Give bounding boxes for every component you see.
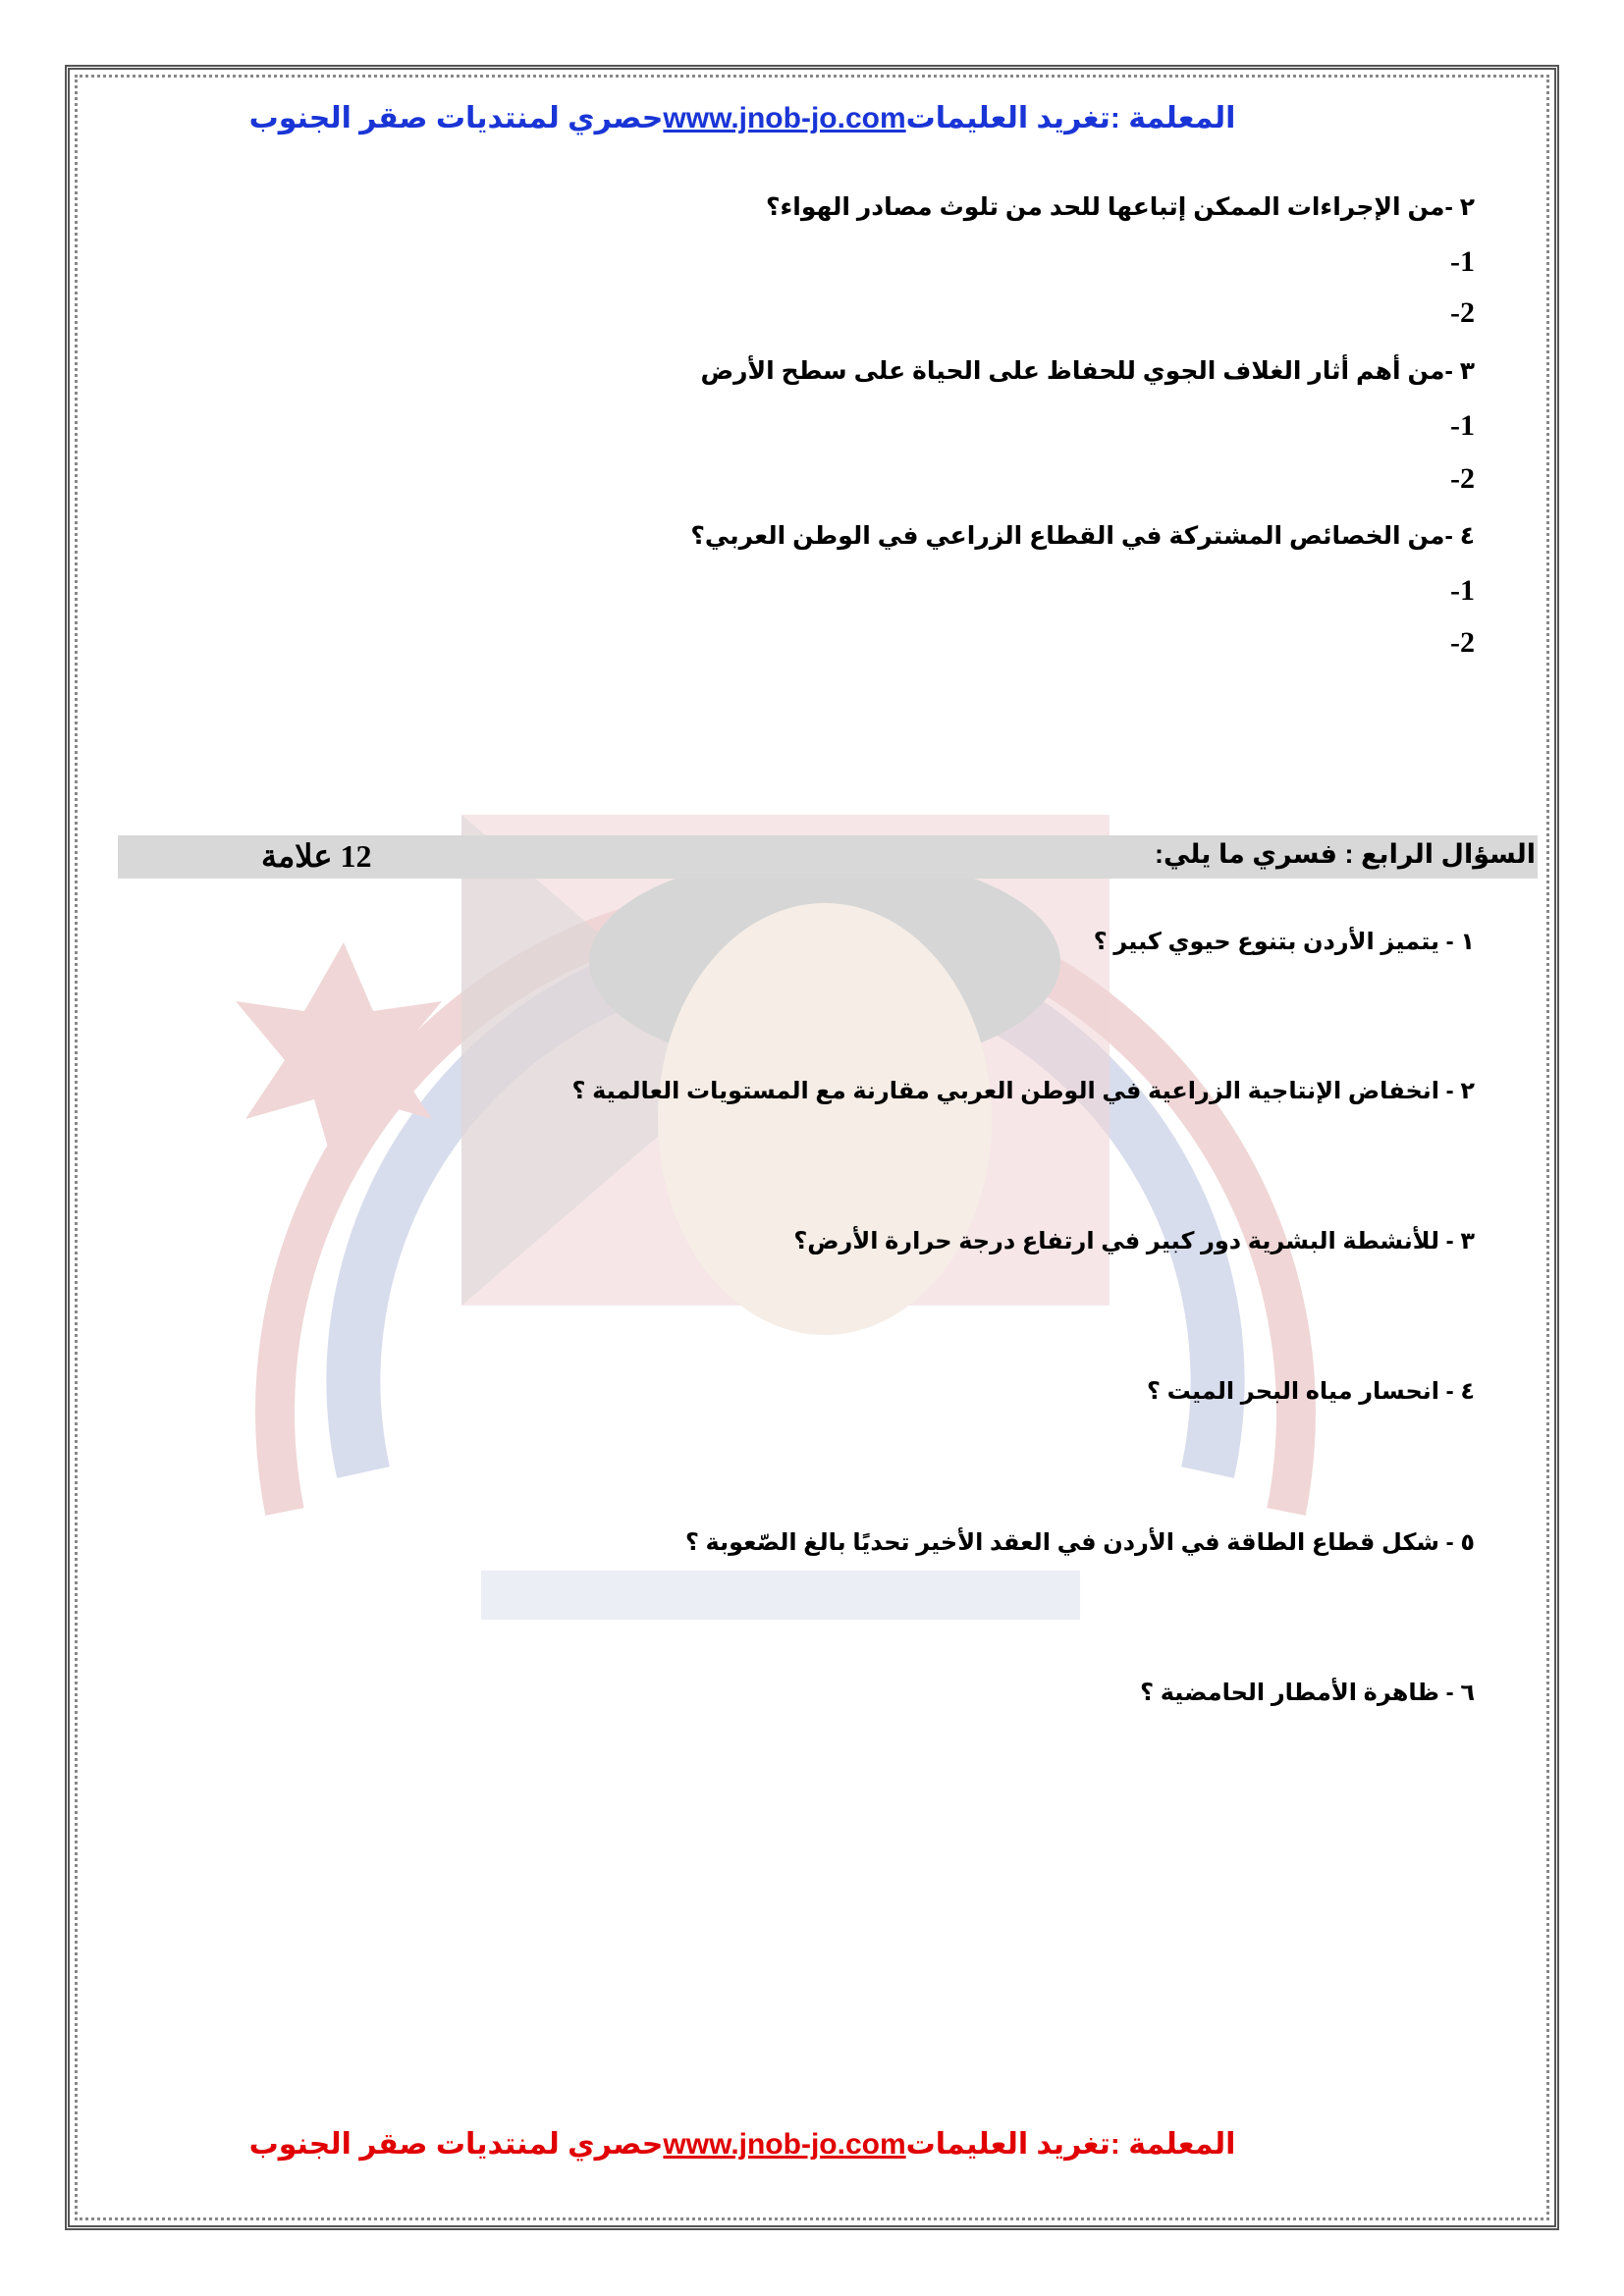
question-3-text: ٣ -من أهم أثار الغلاف الجوي للحفاظ على الحياة على سطح الأرض — [700, 357, 1475, 385]
answer-line: -2 — [1450, 462, 1475, 495]
section-marks: 12 علامة — [261, 838, 372, 874]
explain-item: ٣ - للأنشطة البشرية دور كبير في ارتفاع درجة حرارة الأرض؟ — [793, 1228, 1475, 1255]
watermark-emblem-image — [137, 550, 1434, 1698]
explain-item: ٥ - شكل قطاع الطاقة في الأردن في العقد الأخير تحديًا بالغ الصّعوبة ؟ — [684, 1529, 1475, 1556]
header-site-link[interactable]: www.jnob-jo.com — [663, 102, 906, 134]
header-exclusive-note: حصري لمنتديات صقر الجنوب — [248, 102, 664, 134]
question-4-text: ٤ -من الخصائص المشتركة في القطاع الزراعي في الوطن العربي؟ — [690, 522, 1475, 550]
footer-exclusive-note: حصري لمنتديات صقر الجنوب — [248, 2128, 664, 2161]
section-title: السؤال الرابع : فسري ما يلي: — [1154, 839, 1536, 869]
answer-line: -1 — [1450, 574, 1475, 607]
header-teacher-name: المعلمة :تغريد العليمات — [905, 102, 1236, 134]
answer-line: -2 — [1450, 626, 1475, 659]
answer-line: -1 — [1450, 245, 1475, 278]
footer-site-link[interactable]: www.jnob-jo.com — [663, 2128, 906, 2161]
answer-line: -1 — [1450, 409, 1475, 442]
answer-line: -2 — [1450, 296, 1475, 329]
page-footer — [196, 2127, 1288, 2162]
explain-item: ١ - يتميز الأردن بتنوع حيوي كبير ؟ — [1093, 929, 1475, 955]
page-header — [196, 101, 1288, 135]
explain-item: ٦ - ظاهرة الأمطار الحامضية ؟ — [1140, 1680, 1475, 1706]
explain-item: ٤ - انحسار مياه البحر الميت ؟ — [1147, 1378, 1475, 1405]
explain-item: ٢ - انخفاض الإنتاجية الزراعية في الوطن العربي مقارنة مع المستويات العالمية ؟ — [571, 1078, 1475, 1104]
footer-teacher-name: المعلمة :تغريد العليمات — [905, 2128, 1236, 2161]
question-2-text: ٢ -من الإجراءات الممكن إتباعها للحد من تلوث مصادر الهواء؟ — [765, 193, 1475, 221]
